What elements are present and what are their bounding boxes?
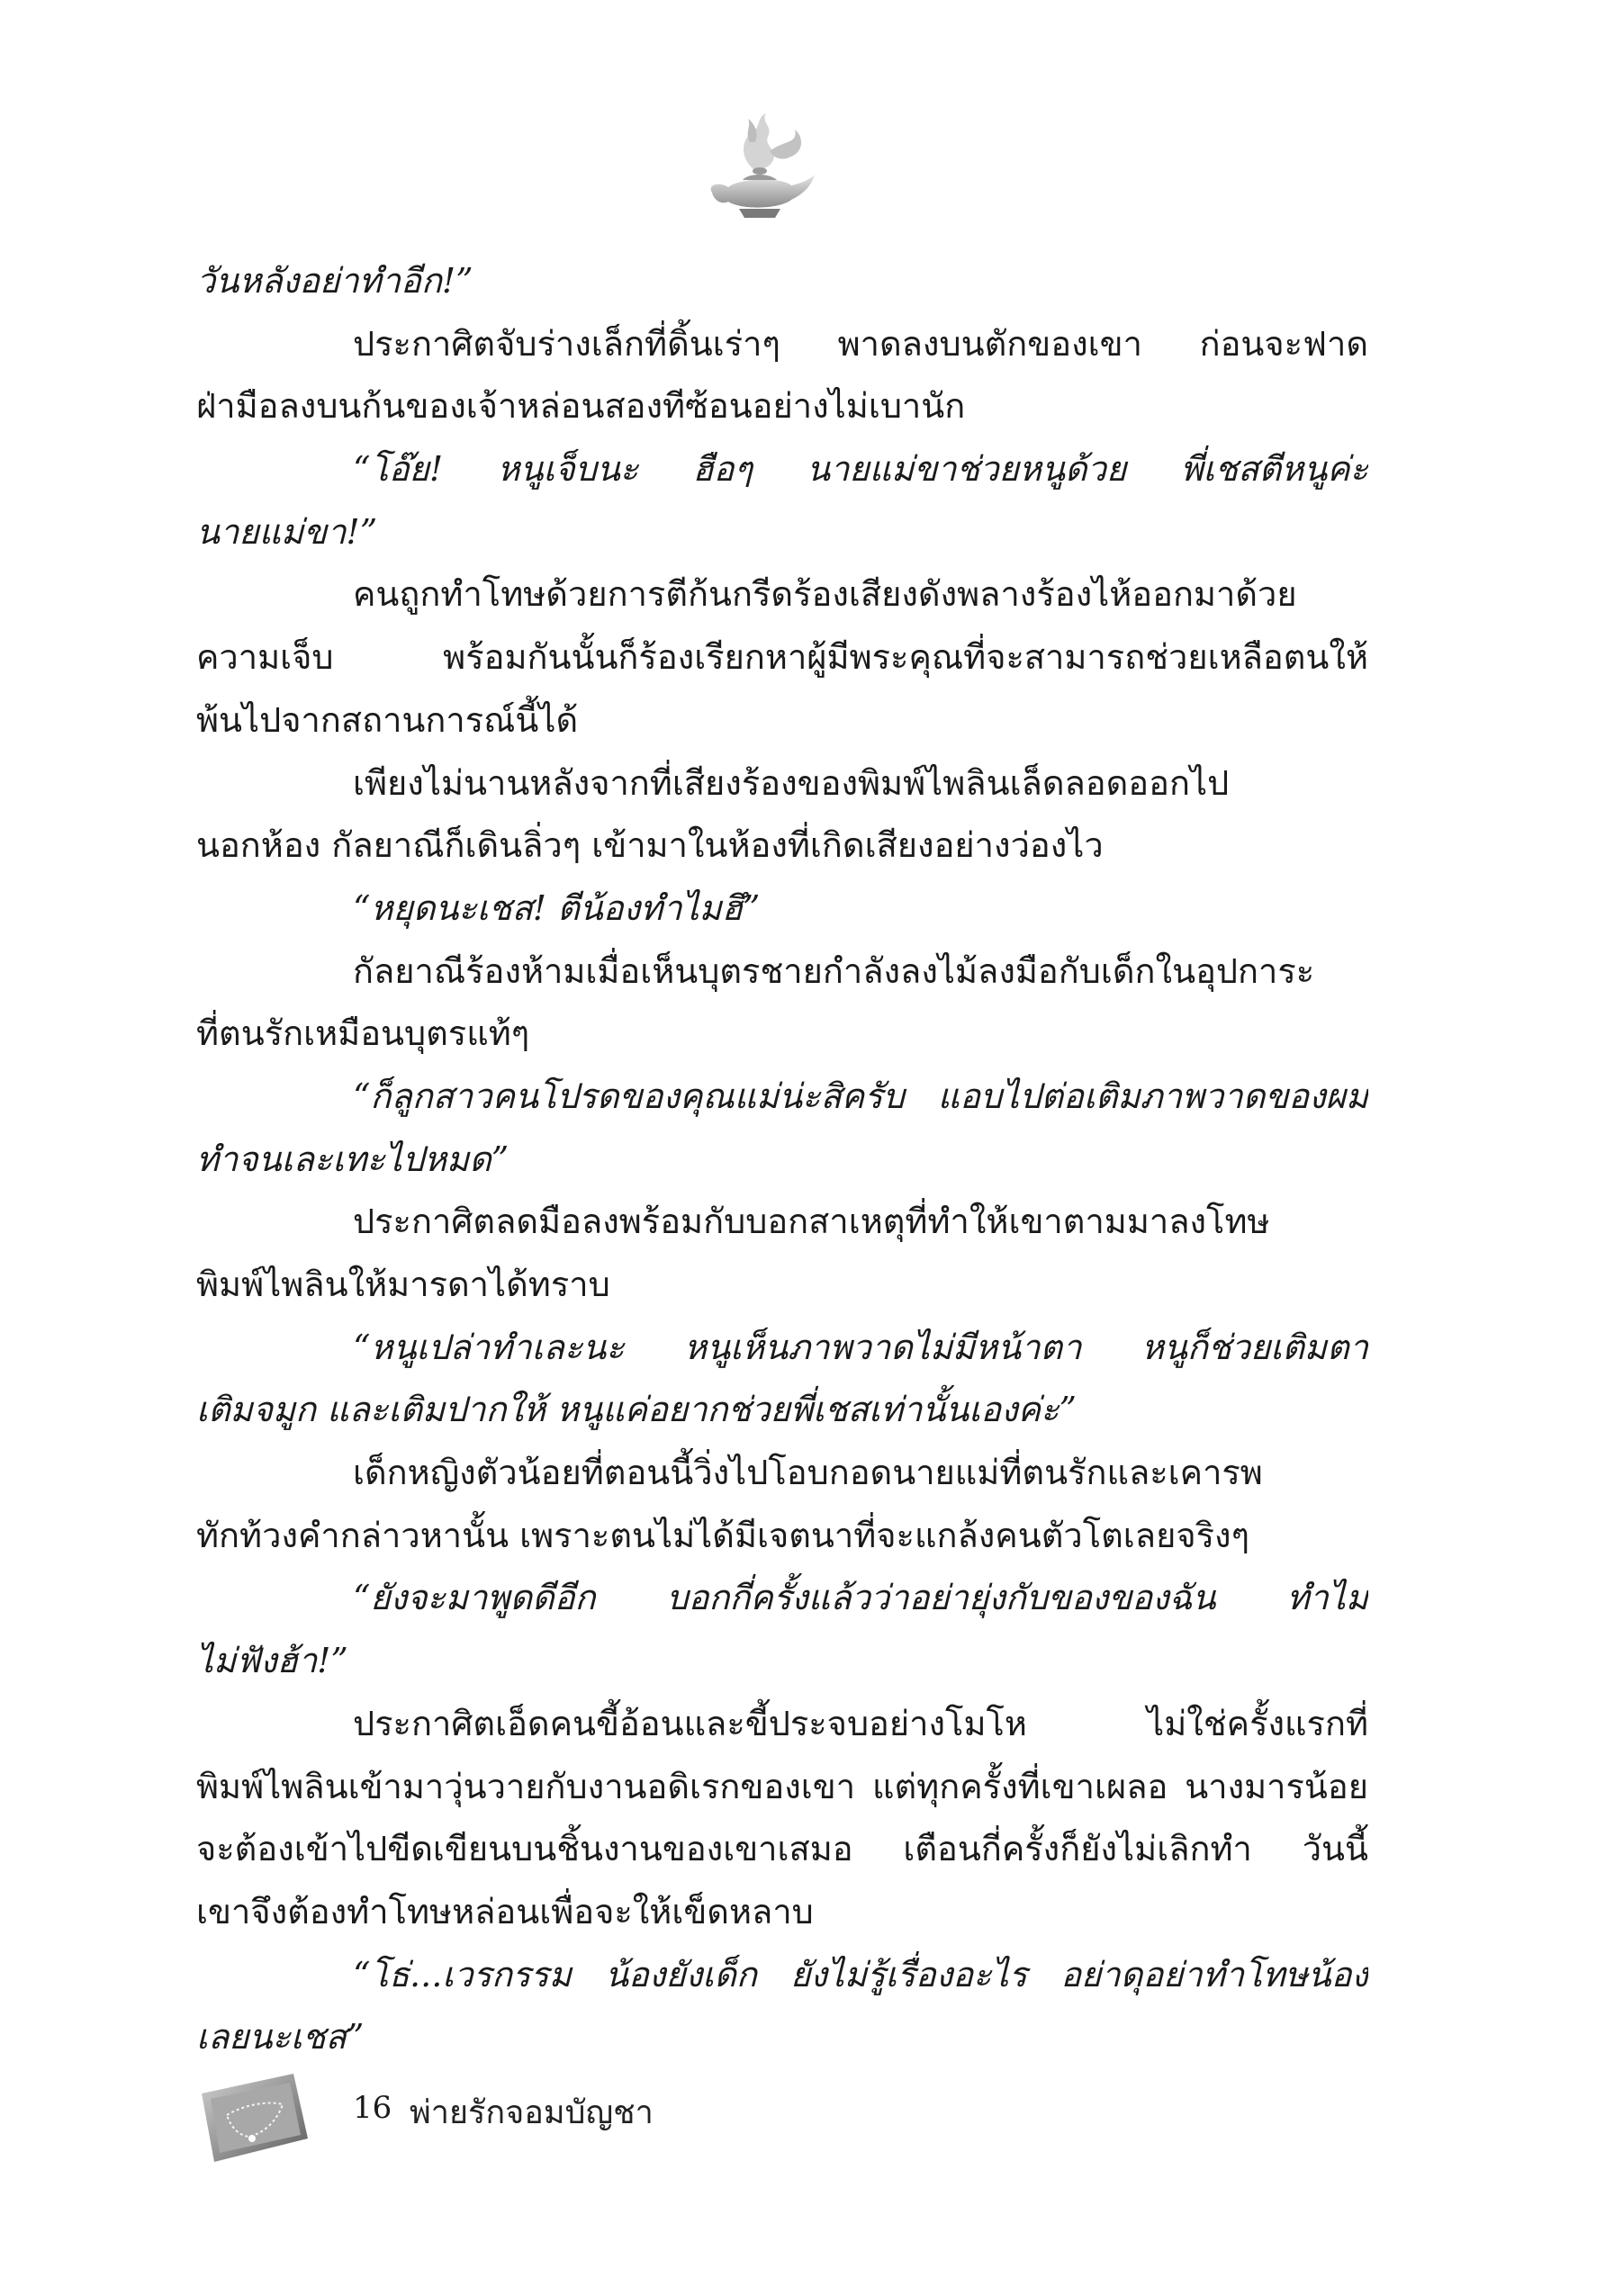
narration-line: ทักท้วงคำกล่าวหานั้น เพราะตนไม่ได้มีเจตนาที่จะแกล้งคนตัวโตเลยจริงๆ (196, 1515, 1249, 1555)
narration-line: พ้นไปจากสถานการณ์นี้ได้ (196, 699, 579, 740)
dialogue-line: “ยังจะมาพูดดีอีก บอกกี่ครั้งแล้วว่าอย่ายุ่งกับของของฉัน ทำไม (353, 1578, 1368, 1618)
page-number: 16 (353, 2090, 392, 2126)
narration-line: พิมพ์ไพลินเข้ามาวุ่นวายกับงานอดิเรกของเขา แต่ทุกครั้งที่เขาเผลอ นางมารน้อย (196, 1766, 1368, 1806)
narration-line: คนถูกทำโทษด้วยการตีก้นกรีดร้องเสียงดังพลางร้องไห้ออกมาด้วย (353, 574, 1297, 615)
dialogue-line: “โธ่...เวรกรรม น้องยังเด็ก ยังไม่รู้เรื่องอะไร อย่าดุอย่าทำโทษน้อง (353, 1954, 1368, 1994)
dialogue-line: นายแม่ขา!” (196, 511, 378, 552)
narration-line: นอกห้อง กัลยาณีก็เดินลิ่วๆ เข้ามาในห้องที่เกิดเสียงอย่างว่องไว (196, 825, 1104, 866)
dialogue-line: เลยนะเชส” (196, 2017, 365, 2057)
dialogue-line: “โอ๊ย! หนูเจ็บนะ ฮือๆ นายแม่ขาช่วยหนูด้วย พี่เชสตีหนูค่ะ (353, 449, 1368, 490)
narration-line: ที่ตนรักเหมือนบุตรแท้ๆ (196, 1013, 530, 1054)
narration-line: จะต้องเข้าไปขีดเขียนบนชิ้นงานของเขาเสมอ เตือนกี่ครั้งก็ยังไม่เลิกทำ วันนี้ (196, 1829, 1368, 1869)
dialogue-line: “หนูเปล่าทำเละนะ หนูเห็นภาพวาดไม่มีหน้าตา หนูก็ช่วยเติมตา (353, 1327, 1368, 1367)
dialogue-line: ไม่ฟังฮ้า!” (196, 1641, 348, 1681)
dialogue-line: “ก็ลูกสาวคนโปรดของคุณแม่น่ะสิครับ แอบไปต่อเติมภาพวาดของผม (353, 1076, 1368, 1116)
narration-line: เขาจึงต้องทำโทษหล่อนเพื่อจะให้เข็ดหลาบ (196, 1891, 814, 1931)
dialogue-line: วันหลังอย่าทำอีก!” (196, 261, 473, 301)
narration-line: ประกาศิตเอ็ดคนขี้อ้อนและขี้ประจบอย่างโมโห ไม่ใช่ครั้งแรกที่ (353, 1703, 1368, 1743)
narration-line: เด็กหญิงตัวน้อยที่ตอนนี้วิ่งไปโอบกอดนายแม่ที่ตนรักและเคารพ (353, 1453, 1263, 1493)
book-title: พ่ายรักจอมบัญชา (410, 2094, 654, 2131)
dialogue-line: “หยุดนะเชส! ตีน้องทำไมฮึ” (353, 887, 761, 928)
narration-line: กัลยาณีร้องห้ามเมื่อเห็นบุตรชายกำลังลงไม้ลงมือกับเด็กในอุปการะ (353, 950, 1315, 991)
dialogue-line: เติมจมูก และเติมปากให้ หนูแค่อยากช่วยพี่เชสเท่านั้นเองค่ะ” (196, 1390, 1077, 1430)
narration-line: ประกาศิตจับร่างเล็กที่ดิ้นเร่าๆ พาดลงบนตักของเขา ก่อนจะฟาด (353, 323, 1368, 364)
magic-lamp-icon (698, 106, 824, 228)
body-text (196, 250, 1368, 2069)
narration-line: ประกาศิตลดมือลงพร้อมกับบอกสาเหตุที่ทำให้เขาตามมาลงโทษ (353, 1202, 1270, 1242)
dialogue-line: ทำจนเละเทะไปหมด” (196, 1139, 509, 1179)
narration-line: ความเจ็บ พร้อมกันนั้นก็ร้องเรียกหาผู้มีพระคุณที่จะสามารถช่วยเหลือตนให้ (196, 637, 1368, 678)
narration-line: พิมพ์ไพลินให้มารดาได้ทราบ (196, 1265, 610, 1304)
narration-line: ฝ่ามือลงบนก้นของเจ้าหล่อนสองทีซ้อนอย่างไม่เบานัก (196, 386, 966, 427)
jewelry-box-icon (196, 2068, 313, 2167)
narration-line: เพียงไม่นานหลังจากที่เสียงร้องของพิมพ์ไพลินเล็ดลอดออกไป (353, 762, 1230, 803)
